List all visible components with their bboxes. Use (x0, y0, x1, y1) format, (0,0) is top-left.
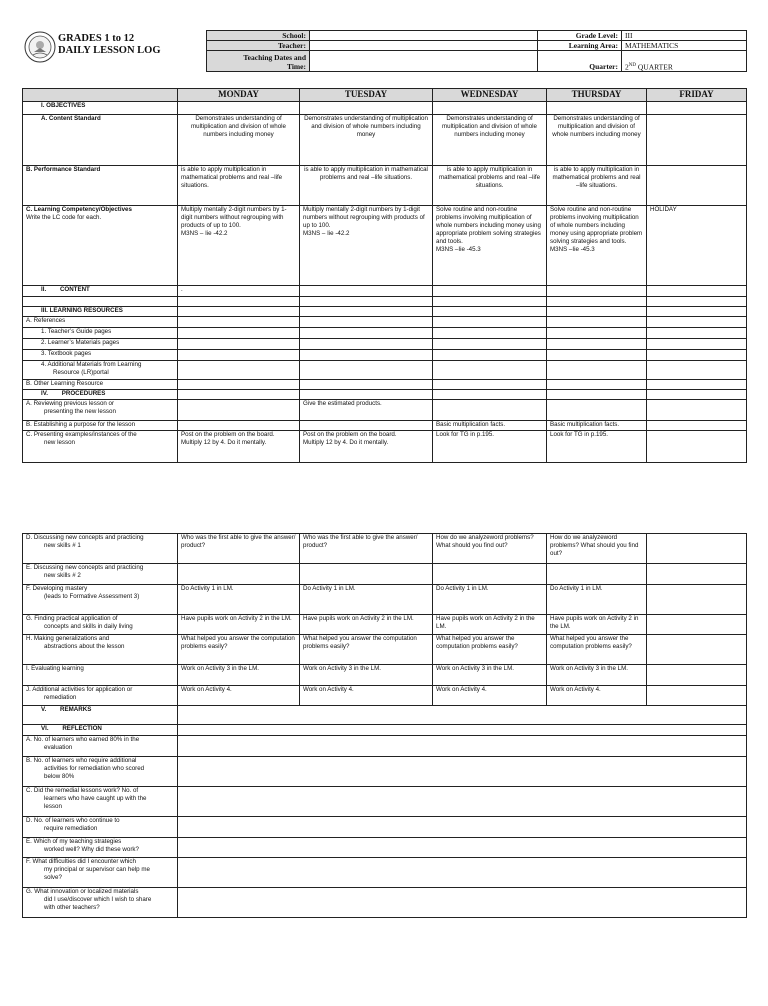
procedure-h-wednesday[interactable]: What helped you answer the computation problems easily? (433, 635, 547, 665)
procedure-j-row (23, 686, 747, 706)
competency-thursday[interactable]: Solve routine and non-routine problems involving multiplication of whole numbers including money using appropriate problem solving strategies and tools. M3NS –Iie -45.3 (547, 205, 647, 285)
procedure-d-wednesday[interactable]: How do we analyzeword problems? What should you find out? (433, 534, 547, 564)
procedure-i-label: I. Evaluating learning (23, 665, 178, 686)
reflection-d-label: D. No. of learners who continue to require remediation (23, 817, 178, 838)
content-wednesday[interactable] (433, 285, 547, 296)
procedure-i-tuesday[interactable]: Work on Activity 3 in the LM. (300, 665, 433, 686)
procedure-j-tuesday[interactable]: Work on Activity 4. (300, 686, 433, 706)
procedure-f-wednesday[interactable]: Do Activity 1 in LM. (433, 585, 547, 615)
procedure-d-tuesday[interactable]: Who was the first able to give the answer/ product? (300, 534, 433, 564)
procedure-c-wednesday[interactable]: Look for TG in p.195. (433, 430, 547, 462)
procedure-h-monday[interactable]: What helped you answer the computation problems easily? (178, 635, 300, 665)
reflection-f-row (23, 858, 747, 888)
reflection-f-label: F. What difficulties did I encounter which my principal or supervisor can help me solve? (23, 858, 178, 888)
performance-standard-tuesday[interactable]: is able to apply multiplication in mathematical problems and real –life situations. (300, 165, 433, 205)
procedure-i-monday[interactable]: Work on Activity 3 in the LM. (178, 665, 300, 686)
reflection-d-field[interactable] (178, 817, 747, 838)
procedure-g-thursday[interactable]: Have pupils work on Activity 2 in the LM. (547, 615, 647, 635)
document-title (58, 33, 161, 57)
content-standard-monday[interactable]: Demonstrates understanding of multiplication and division of whole numbers including money (178, 114, 300, 165)
learners-materials-row (23, 338, 747, 349)
teaching-dates-field[interactable] (310, 51, 538, 72)
header-info-table (206, 30, 747, 72)
school-field[interactable] (310, 31, 538, 41)
reflection-heading: VI. REFLECTION (23, 725, 178, 736)
procedure-h-label: H. Making generalizations and abstractions about the lesson (23, 635, 178, 665)
content-standard-label: A. Content Standard (23, 114, 178, 165)
reflection-c-row (23, 787, 747, 817)
remarks-heading: V. REMARKS (23, 706, 178, 725)
teaching-dates-label: Teaching Dates and Time: (207, 51, 310, 72)
learning-resources-heading: III. LEARNING RESOURCES (23, 306, 178, 316)
procedure-c-thursday[interactable]: Look for TG in p.195. (547, 430, 647, 462)
lesson-log-table-page-2 (22, 533, 747, 918)
content-monday[interactable]: . (178, 285, 300, 296)
procedure-j-label: J. Additional activities for application or remediation (23, 686, 178, 706)
procedure-h-thursday[interactable]: What helped you answer the computation problems easily? (547, 635, 647, 665)
competency-label: C. Learning Competency/Objectives Write the LC code for each. (23, 205, 178, 285)
procedure-a-tuesday[interactable]: Give the estimated products. (300, 399, 433, 420)
competency-wednesday[interactable]: Solve routine and non-routine problems involving multiplication of whole numbers including money using appropriate problem solving strategies and tools. M3NS –Iie -45.3 (433, 205, 547, 285)
procedure-a-label: A. Reviewing previous lesson or presenting the new lesson (23, 399, 178, 420)
reflection-a-row (23, 736, 747, 757)
reflection-e-field[interactable] (178, 838, 747, 858)
content-standard-wednesday[interactable]: Demonstrates understanding of multiplication and division of whole numbers including money (433, 114, 547, 165)
procedure-h-tuesday[interactable]: What helped you answer the computation problems easily? (300, 635, 433, 665)
procedure-f-row (23, 585, 747, 615)
procedure-f-label: F. Developing mastery (leads to Formative Assessment 3) (23, 585, 178, 615)
blank-header-cell (23, 89, 178, 102)
procedure-j-wednesday[interactable]: Work on Activity 4. (433, 686, 547, 706)
title-line-1: GRADES 1 to 12 (58, 33, 135, 44)
content-row (23, 285, 747, 296)
deped-seal-icon (24, 31, 56, 63)
learning-resources-row (23, 306, 747, 316)
procedure-c-monday[interactable]: Post on the problem on the board. Multiply 12 by 4. Do it mentally. (178, 430, 300, 462)
procedure-d-label: D. Discussing new concepts and practicing new skills # 1 (23, 534, 178, 564)
quarter-label: Quarter: (538, 51, 622, 72)
day-monday: MONDAY (178, 89, 300, 102)
procedure-e-label: E. Discussing new concepts and practicing new skills # 2 (23, 564, 178, 585)
procedure-d-thursday[interactable]: How do we analyzeword problems? What should you find out? (547, 534, 647, 564)
other-resources-label: B. Other Learning Resource (23, 379, 178, 389)
performance-standard-label: B. Performance Standard (23, 165, 178, 205)
competency-friday[interactable]: HOLIDAY (647, 205, 747, 285)
references-label: A. References (23, 316, 178, 327)
procedure-g-tuesday[interactable]: Have pupils work on Activity 2 in the LM. (300, 615, 433, 635)
references-row (23, 316, 747, 327)
grade-level-field[interactable]: III (622, 31, 747, 41)
procedure-i-wednesday[interactable]: Work on Activity 3 in the LM. (433, 665, 547, 686)
performance-standard-wednesday[interactable]: is able to apply multiplication in mathematical problems and real –life situations. (433, 165, 547, 205)
quarter-field[interactable]: 2ND QUARTER (622, 51, 747, 72)
reflection-b-row (23, 757, 747, 787)
remarks-field[interactable] (178, 706, 747, 725)
reflection-g-label: G. What innovation or localized materials did I use/discover which I wish to share with other teachers? (23, 888, 178, 918)
procedure-c-tuesday[interactable]: Post on the problem on the board. Multiply 12 by 4. Do it mentally. (300, 430, 433, 462)
day-wednesday: WEDNESDAY (433, 89, 547, 102)
learners-materials-label: 2. Learner’s Materials pages (23, 338, 178, 349)
content-tuesday[interactable] (300, 285, 433, 296)
reflection-b-label: B. No. of learners who require additional activities for remediation who scored below 80% (23, 757, 178, 787)
procedure-c-row (23, 430, 747, 462)
procedure-f-thursday[interactable]: Do Activity 1 in LM. (547, 585, 647, 615)
day-tuesday: TUESDAY (300, 89, 433, 102)
reflection-a-field[interactable] (178, 736, 747, 757)
reflection-f-field[interactable] (178, 858, 747, 888)
reflection-e-label: E. Which of my teaching strategies worked well? Why did these work? (23, 838, 178, 858)
reflection-b-field[interactable] (178, 757, 747, 787)
procedures-heading: IV. PROCEDURES (23, 389, 178, 399)
reflection-heading-row (23, 725, 747, 736)
reflection-e-row (23, 838, 747, 858)
lesson-log-header (22, 30, 746, 72)
content-thursday[interactable] (547, 285, 647, 296)
procedure-d-monday[interactable]: Who was the first able to give the answer/ product? (178, 534, 300, 564)
reflection-a-label: A. No. of learners who earned 80% in the evaluation (23, 736, 178, 757)
procedure-g-wednesday[interactable]: Have pupils work on Activity 2 in the LM. (433, 615, 547, 635)
procedure-g-row (23, 615, 747, 635)
remarks-row (23, 706, 747, 725)
performance-standard-monday[interactable]: is able to apply multiplication in mathematical problems and real –life situations. (178, 165, 300, 205)
content-spacer-row (23, 296, 747, 306)
reflection-d-row (23, 817, 747, 838)
learning-area-label: Learning Area: (538, 41, 622, 51)
competency-row (23, 205, 747, 285)
procedure-i-row (23, 665, 747, 686)
objectives-heading-row (23, 101, 747, 114)
teachers-guide-label: 1. Teacher’s Guide pages (23, 327, 178, 338)
additional-materials-label: 4. Additional Materials from Learning Resource (LR)portal (23, 360, 178, 379)
content-standard-thursday[interactable]: Demonstrates understanding of multiplication and division of whole numbers including money (547, 114, 647, 165)
other-resources-row (23, 379, 747, 389)
grade-level-label: Grade Level: (538, 31, 622, 41)
textbook-label: 3. Textbook pages (23, 349, 178, 360)
teachers-guide-row (23, 327, 747, 338)
procedure-b-wednesday[interactable]: Basic multiplication facts. (433, 420, 547, 430)
procedure-b-thursday[interactable]: Basic multiplication facts. (547, 420, 647, 430)
learning-area-field[interactable]: MATHEMATICS (622, 41, 747, 51)
content-standard-tuesday[interactable]: Demonstrates understanding of multiplication and division of whole numbers including money (300, 114, 433, 165)
reflection-g-row (23, 888, 747, 918)
teacher-field[interactable] (310, 41, 538, 51)
performance-standard-thursday[interactable]: is able to apply multiplication in mathematical problems and real –life situations. (547, 165, 647, 205)
procedure-g-label: G. Finding practical application of concepts and skills in daily living (23, 615, 178, 635)
content-standard-friday[interactable] (647, 114, 747, 165)
additional-materials-row (23, 360, 747, 379)
competency-tuesday[interactable]: Multiply mentally 2-digit numbers by 1-digit numbers without regrouping with products of up to 100. M3NS – Iie -42.2 (300, 205, 433, 285)
procedure-j-thursday[interactable]: Work on Activity 4. (547, 686, 647, 706)
procedures-heading-row (23, 389, 747, 399)
procedure-d-row (23, 534, 747, 564)
reflection-g-field[interactable] (178, 888, 747, 918)
content-standard-row (23, 114, 747, 165)
reflection-c-label: C. Did the remedial lessons work? No. of learners who have caught up with the lesson (23, 787, 178, 817)
procedure-f-tuesday[interactable]: Do Activity 1 in LM. (300, 585, 433, 615)
title-line-2: DAILY LESSON LOG (58, 45, 161, 56)
reflection-c-field[interactable] (178, 787, 747, 817)
procedure-h-row (23, 635, 747, 665)
procedure-a-row (23, 399, 747, 420)
procedure-e-row (23, 564, 747, 585)
day-friday: FRIDAY (647, 89, 747, 102)
procedure-i-thursday[interactable]: Work on Activity 3 in the LM. (547, 665, 647, 686)
objectives-heading: I. OBJECTIVES (23, 101, 178, 114)
content-friday[interactable] (647, 285, 747, 296)
procedure-b-label: B. Establishing a purpose for the lesson (23, 420, 178, 430)
procedure-c-label: C. Presenting examples/instances of the new lesson (23, 430, 178, 462)
performance-standard-row (23, 165, 747, 205)
procedure-j-monday[interactable]: Work on Activity 4. (178, 686, 300, 706)
textbook-row (23, 349, 747, 360)
performance-standard-friday[interactable] (647, 165, 747, 205)
procedure-b-row (23, 420, 747, 430)
procedure-g-monday[interactable]: Have pupils work on Activity 2 in the LM. (178, 615, 300, 635)
lesson-log-table-page-1 (22, 88, 747, 463)
teacher-label: Teacher: (207, 41, 310, 51)
day-header-row (23, 89, 747, 102)
content-heading: II. CONTENT (23, 285, 178, 296)
day-thursday: THURSDAY (547, 89, 647, 102)
school-label: School: (207, 31, 310, 41)
competency-monday[interactable]: Multiply mentally 2-digit numbers by 1-digit numbers without regrouping with products of up to 100. M3NS – Iie -42.2 (178, 205, 300, 285)
procedure-f-monday[interactable]: Do Activity 1 in LM. (178, 585, 300, 615)
